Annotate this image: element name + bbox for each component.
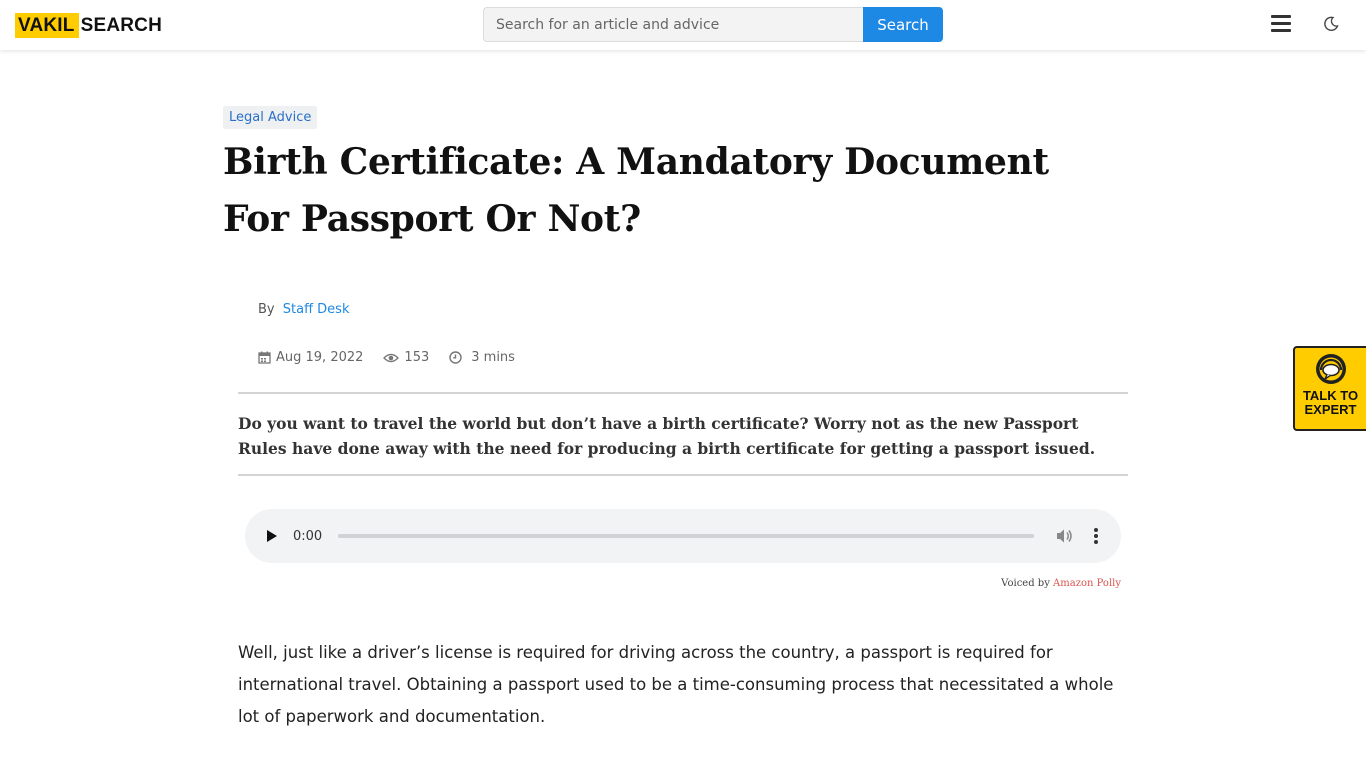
expert-label: [1303, 389, 1358, 417]
article-summary: Do you want to travel the world but don’t have a birth certificate? Worry not as the new Passport Rules have done away with the need for producing a birth certificate for getting a passport issued.: [238, 392, 1128, 476]
article-meta: [258, 350, 535, 365]
audio-player: [245, 509, 1121, 563]
body-paragraph: Well, just like a driver’s license is required for driving across the country, a passport is required for international travel. Obtaining a passport used to be a time-consuming process that necessitated a whole lot of paperwork and documentation.: [238, 643, 1114, 726]
category-tag[interactable]: Legal Advice: [223, 106, 317, 129]
read-time: [449, 350, 515, 365]
by-label: By: [258, 302, 275, 317]
article-body: [238, 637, 1128, 753]
logo-part-search: SEARCH: [80, 14, 163, 36]
logo-part-vakil: VAKIL: [15, 13, 79, 38]
headset-chat-icon: [1313, 353, 1349, 387]
view-count: [383, 350, 429, 365]
site-logo[interactable]: [15, 13, 162, 38]
calendar-icon: [258, 351, 271, 364]
byline: [258, 302, 349, 317]
amazon-polly-link[interactable]: Amazon Polly: [1053, 578, 1121, 589]
site-header: [0, 0, 1366, 50]
search-input[interactable]: [483, 7, 863, 42]
author-link[interactable]: Staff Desk: [282, 302, 350, 317]
expert-line2: EXPERT: [1304, 402, 1357, 417]
date-text: Aug 19, 2022: [276, 350, 364, 365]
clock-icon: [449, 351, 462, 364]
expert-line1: TALK TO: [1302, 388, 1359, 403]
read-time-text: 3 mins: [471, 350, 515, 365]
views-text: 153: [404, 350, 430, 365]
eye-icon: [383, 352, 399, 364]
voiced-by: [900, 578, 1121, 589]
play-icon[interactable]: [265, 529, 279, 543]
search-bar: [483, 7, 943, 42]
hamburger-menu-icon[interactable]: [1271, 15, 1291, 33]
audio-progress-bar[interactable]: [338, 534, 1034, 538]
article-title: Birth Certificate: A Mandatory Document For Passport Or Not?: [223, 141, 1049, 240]
moon-icon[interactable]: [1322, 15, 1340, 33]
search-button[interactable]: Search: [863, 7, 943, 42]
voiced-by-label: Voiced by: [1001, 578, 1050, 589]
publish-date: [258, 350, 363, 365]
more-options-icon[interactable]: [1094, 528, 1098, 544]
volume-icon[interactable]: [1056, 528, 1074, 544]
audio-time: 0:00: [293, 528, 323, 544]
talk-to-expert-button[interactable]: [1293, 346, 1366, 431]
